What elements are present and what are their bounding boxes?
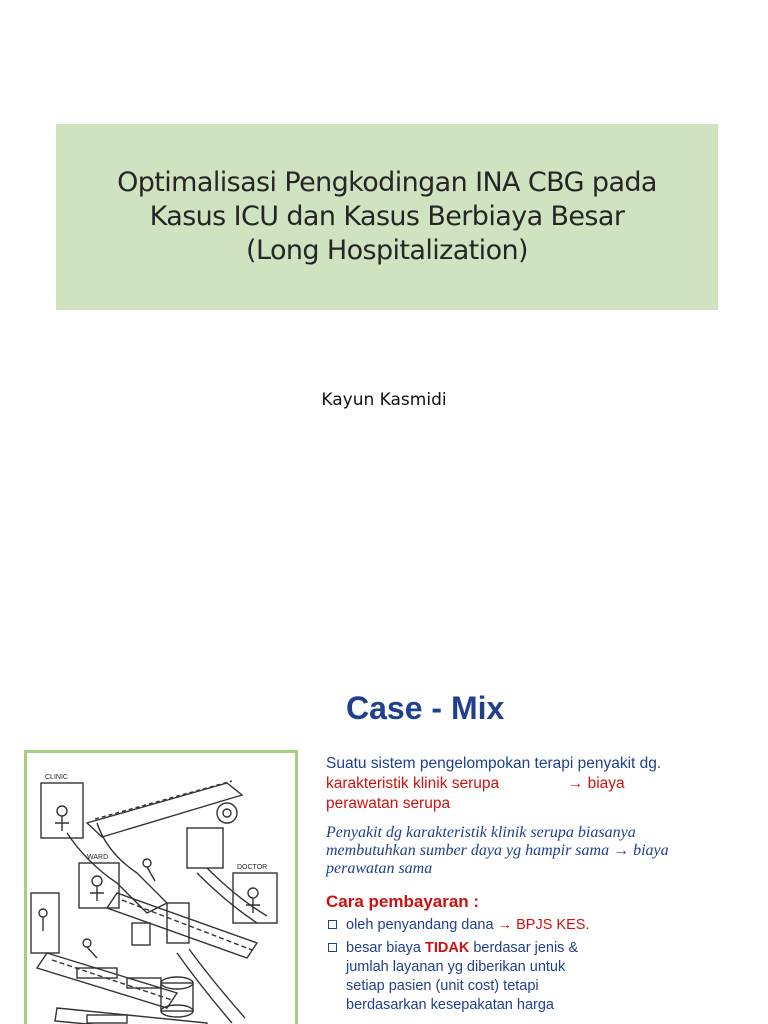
definition-paragraph xyxy=(326,754,756,814)
bullet-item-2 xyxy=(326,939,756,1015)
explanation-paragraph xyxy=(326,824,756,878)
arrow-icon: → xyxy=(497,917,513,933)
checkbox-bullet-icon xyxy=(328,943,337,952)
doctor-sign: DOCTOR xyxy=(237,864,268,871)
bullet-1-start: oleh penyandang dana xyxy=(346,917,498,933)
case-mix-text xyxy=(326,754,756,1015)
title-line-3: (Long Hospitalization) xyxy=(246,235,528,266)
arrow-icon: → xyxy=(567,775,584,792)
explanation-line-3: perawatan sama xyxy=(326,860,433,877)
title-line-1: Optimalisasi Pengkodingan INA CBG pada xyxy=(117,167,657,198)
definition-red-text: karakteristik klinik serupa xyxy=(326,775,500,792)
definition-line-3: perawatan serupa xyxy=(326,795,451,812)
checkbox-bullet-icon xyxy=(328,920,337,929)
bullet-2-rest: berdasar jenis & xyxy=(469,940,579,956)
title-line-2: Kasus ICU dan Kasus Berbiaya Besar xyxy=(149,201,625,232)
hospital-conveyor-illustration xyxy=(24,750,298,1024)
bullet-item-1 xyxy=(326,916,756,935)
bullet-2-line-3: setiap pasien (unit cost) tetapi xyxy=(346,978,539,994)
slide-heading: Case - Mix xyxy=(346,690,505,726)
payment-heading: Cara pembayaran : xyxy=(326,892,480,911)
definition-tail: biaya xyxy=(583,775,625,792)
bullet-1-end: BPJS KES. xyxy=(512,917,590,933)
title-box xyxy=(56,124,718,310)
bullet-2-line-2: jumlah layanan yg diberikan untuk xyxy=(346,959,566,975)
bullet-2-line-4: berdasarkan kesepakatan harga xyxy=(346,997,554,1013)
conveyor-drawing xyxy=(27,753,295,1024)
explanation-line-2-end: biaya xyxy=(629,842,669,859)
bullet-2-line-1 xyxy=(346,939,756,958)
case-mix-slide xyxy=(0,660,768,1024)
explanation-line-1: Penyakit dg karakteristik klinik serupa biasanya xyxy=(326,824,636,841)
ward-sign: WARD xyxy=(87,854,109,861)
explanation-line-2-start: membutuhkan sumber daya yg hampir sama xyxy=(326,842,614,859)
bullet-2-red: TIDAK xyxy=(425,940,470,956)
explanation-line-2 xyxy=(326,842,756,860)
definition-line-1: Suatu sistem pengelompokan terapi penyakit dg. xyxy=(326,755,662,772)
clinic-sign: CLINIC xyxy=(45,774,68,781)
bullet-2-start: besar biaya xyxy=(346,940,425,956)
arrow-icon: → xyxy=(613,842,630,859)
author-name: Kayun Kasmidi xyxy=(321,390,447,410)
definition-line-2 xyxy=(326,774,756,794)
